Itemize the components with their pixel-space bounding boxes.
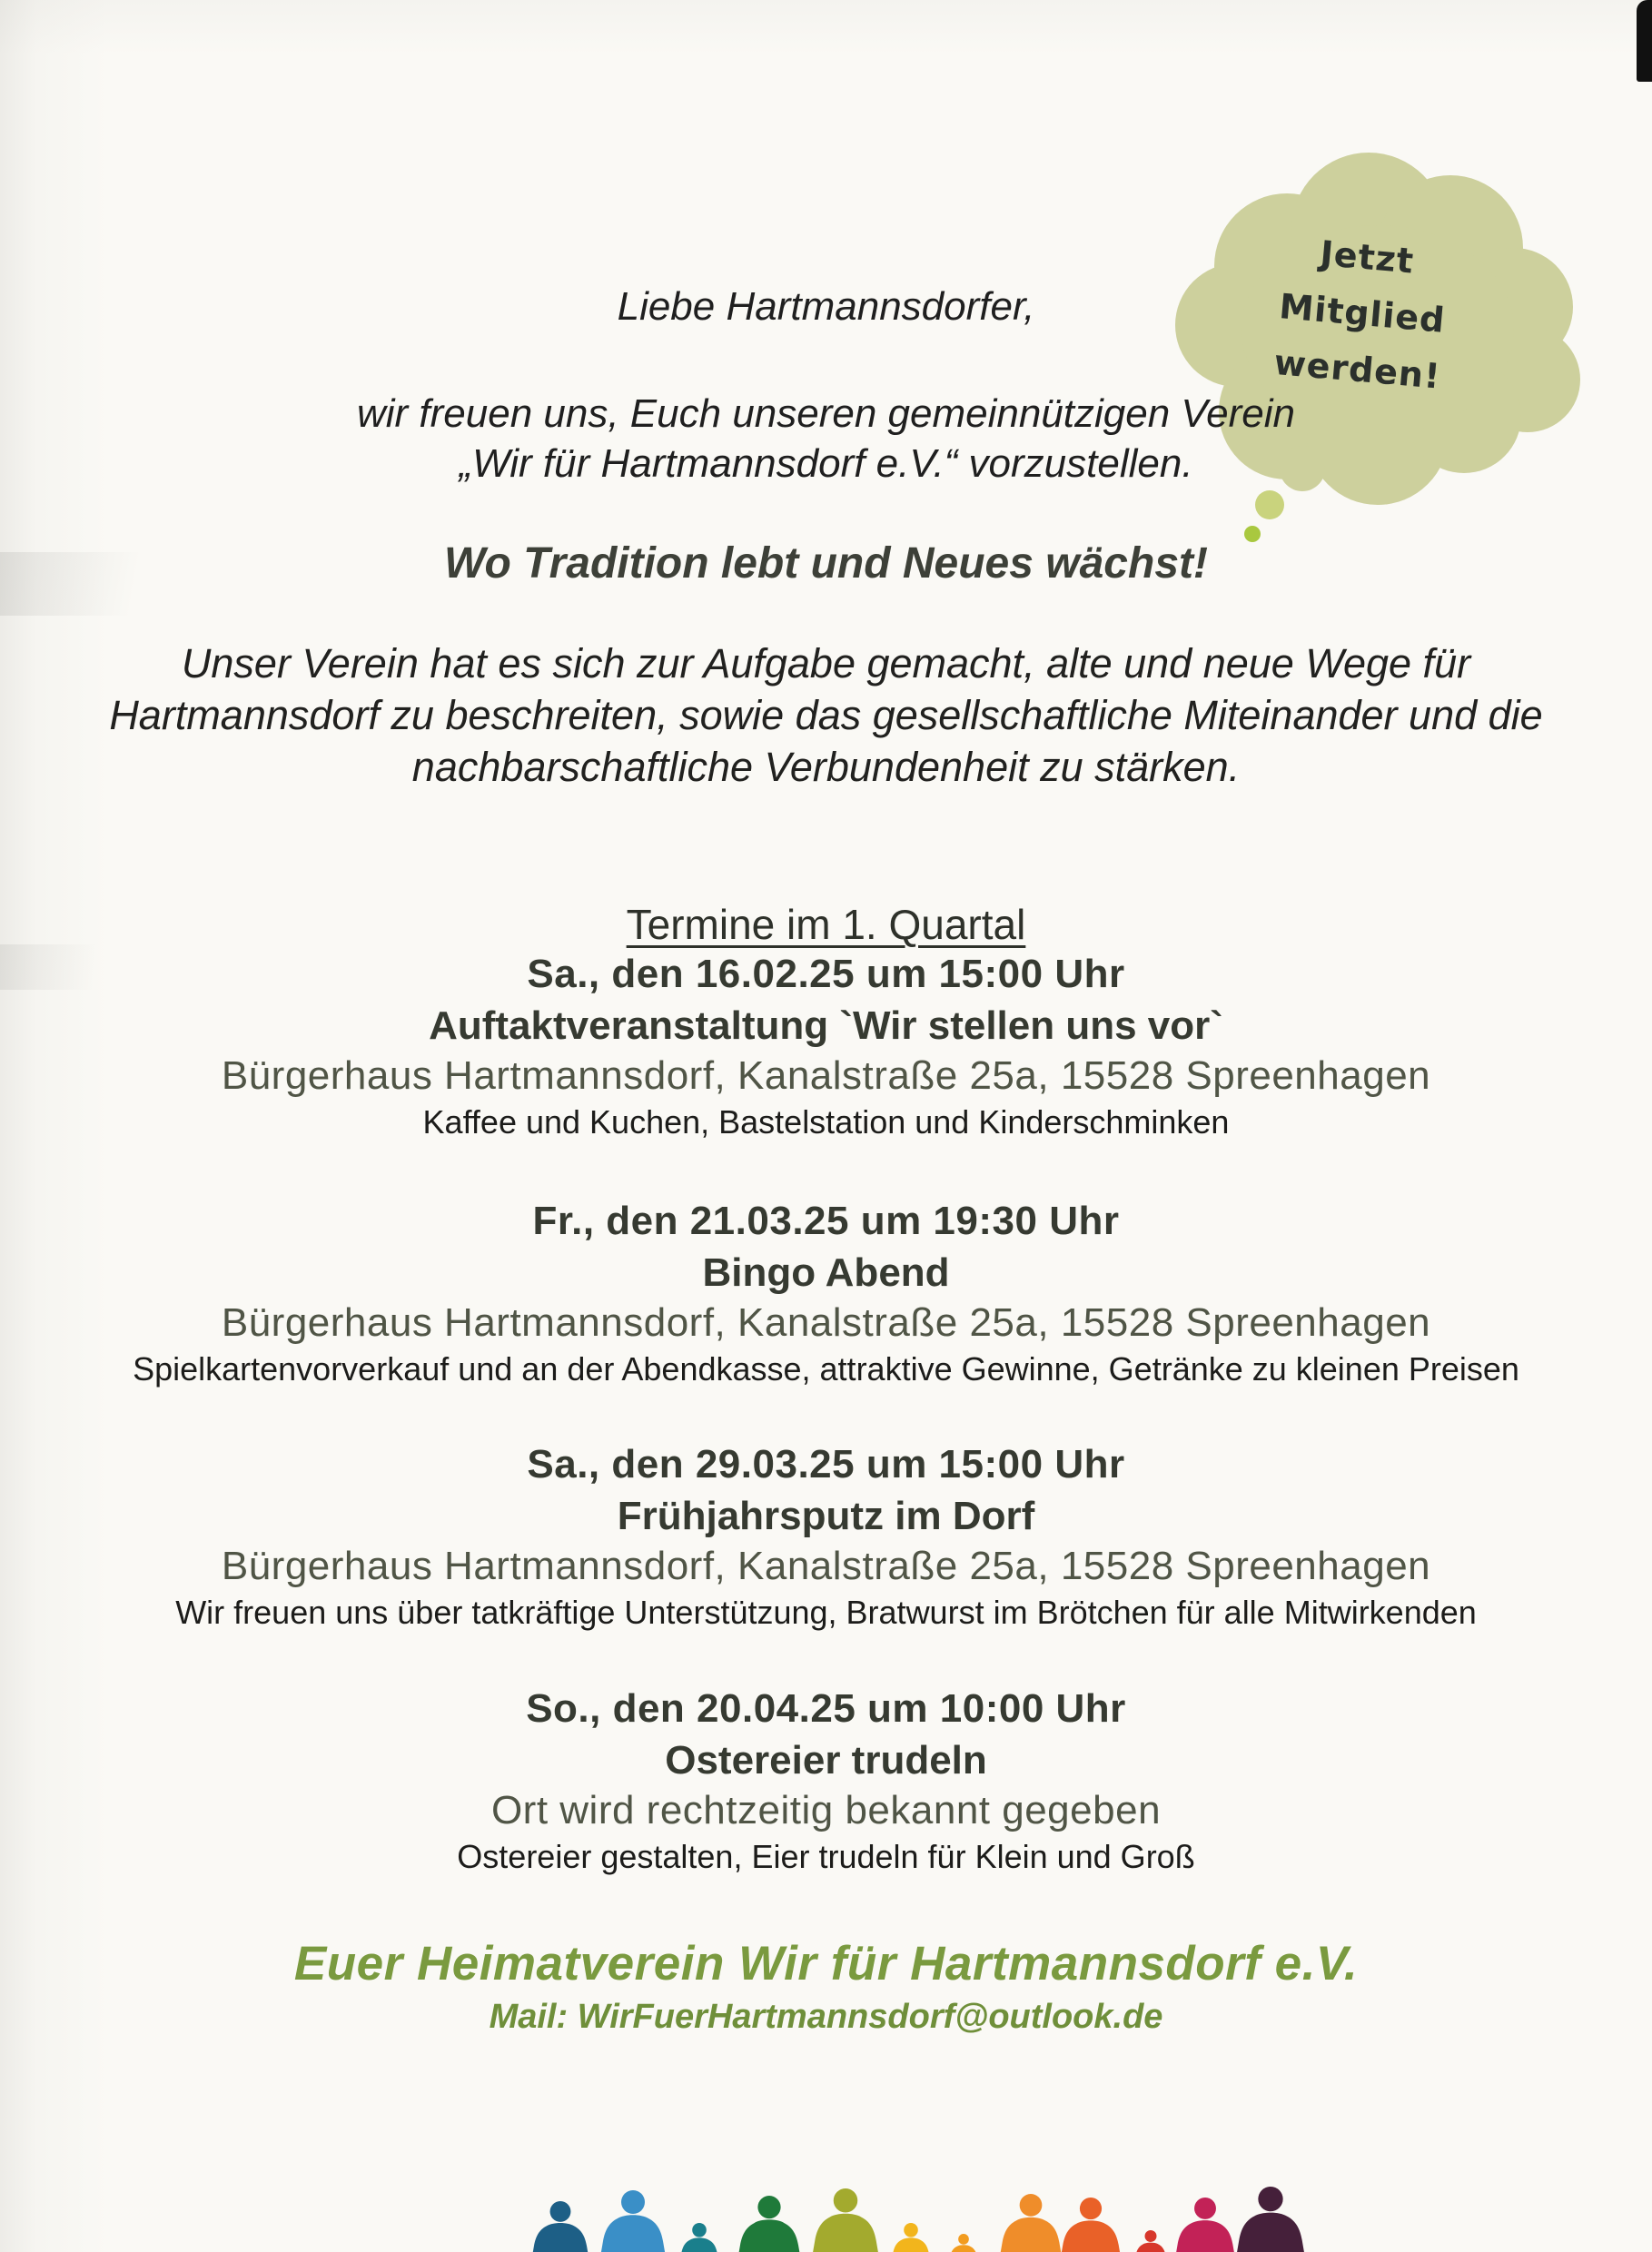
bubble-line-3: werden! [1272,341,1443,397]
event-date: Sa., den 16.02.25 um 15:00 Uhr [527,952,1125,996]
event-title: Frühjahrsputz im Dorf [617,1494,1035,1538]
event-block-4 [0,1682,1652,1878]
event-date: Sa., den 29.03.25 um 15:00 Uhr [527,1442,1125,1487]
event-location: Bürgerhaus Hartmannsdorf, Kanalstraße 25a, 15528 Spreenhagen [221,1053,1431,1098]
schedule-heading: Termine im 1. Quartal [626,901,1026,948]
bubble-line-2: Mitglied [1277,286,1448,341]
person-figure [1059,2198,1123,2252]
scan-corner-artifact [1637,0,1652,82]
person-figure [1173,2198,1237,2252]
event-location: Bürgerhaus Hartmannsdorf, Kanalstraße 25a, 15528 Spreenhagen [221,1300,1431,1345]
people-chain-graphic [504,2187,1331,2252]
slogan: Wo Tradition lebt und Neues wächst! [444,539,1208,588]
event-title: Bingo Abend [702,1250,950,1295]
footer-mail: Mail: WirFuerHartmannsdorf@outlook.de [489,1998,1163,2036]
mission-paragraph [0,637,1652,793]
person-figure [810,2188,881,2252]
event-details: Spielkartenvorverkauf und an der Abendkasse, attraktive Gewinne, Getränke zu kleinen Preisen [133,1350,1519,1388]
event-date: Fr., den 21.03.25 um 19:30 Uhr [532,1199,1120,1243]
intro-line-2: „Wir für Hartmannsdorf e.V.“ vorzustellen. [459,441,1193,486]
event-block-2 [0,1194,1652,1390]
person-figure [736,2196,803,2252]
intro-line-1: wir freuen uns, Euch unseren gemeinnützigen Verein [357,391,1295,436]
event-date: So., den 20.04.25 um 10:00 Uhr [526,1686,1126,1731]
person-figure [1234,2187,1307,2252]
event-location: Bürgerhaus Hartmannsdorf, Kanalstraße 25a, 15528 Spreenhagen [221,1544,1431,1588]
mission-text: Unser Verein hat es sich zur Aufgabe gemacht, alte und neue Wege für Hartmannsdorf zu beschreiten, sowie das gesellschaftliche Miteinander und die nachbarschaftliche Verbundenheit zu stärken. [109,640,1543,790]
event-block-1 [0,947,1652,1143]
person-figure [1133,2230,1168,2252]
person-figure [890,2223,932,2252]
person-figure [948,2234,979,2252]
greeting: Liebe Hartmannsdorfer, [617,284,1035,329]
event-location: Ort wird rechtzeitig bekannt gegeben [490,1788,1162,1832]
bubble-line-1: Jetzt [1318,232,1416,282]
event-block-3 [0,1437,1652,1634]
person-figure [678,2223,720,2252]
person-figure [530,2201,591,2252]
event-details: Ostereier gestalten, Eier trudeln für Klein und Groß [457,1838,1195,1875]
event-title: Auftaktveranstaltung `Wir stellen uns vor` [429,1003,1223,1048]
event-details: Kaffee und Kuchen, Bastelstation und Kinderschminken [422,1103,1230,1141]
person-figure [598,2190,668,2252]
intro-paragraph [0,389,1652,489]
event-title: Ostereier trudeln [665,1738,987,1783]
footer-signature: Euer Heimatverein Wir für Hartmannsdorf e.V. [293,1937,1359,1990]
person-figure [998,2194,1063,2252]
event-details: Wir freuen uns über tatkräftige Unterstützung, Bratwurst im Brötchen für alle Mitwirkenden [175,1594,1477,1631]
